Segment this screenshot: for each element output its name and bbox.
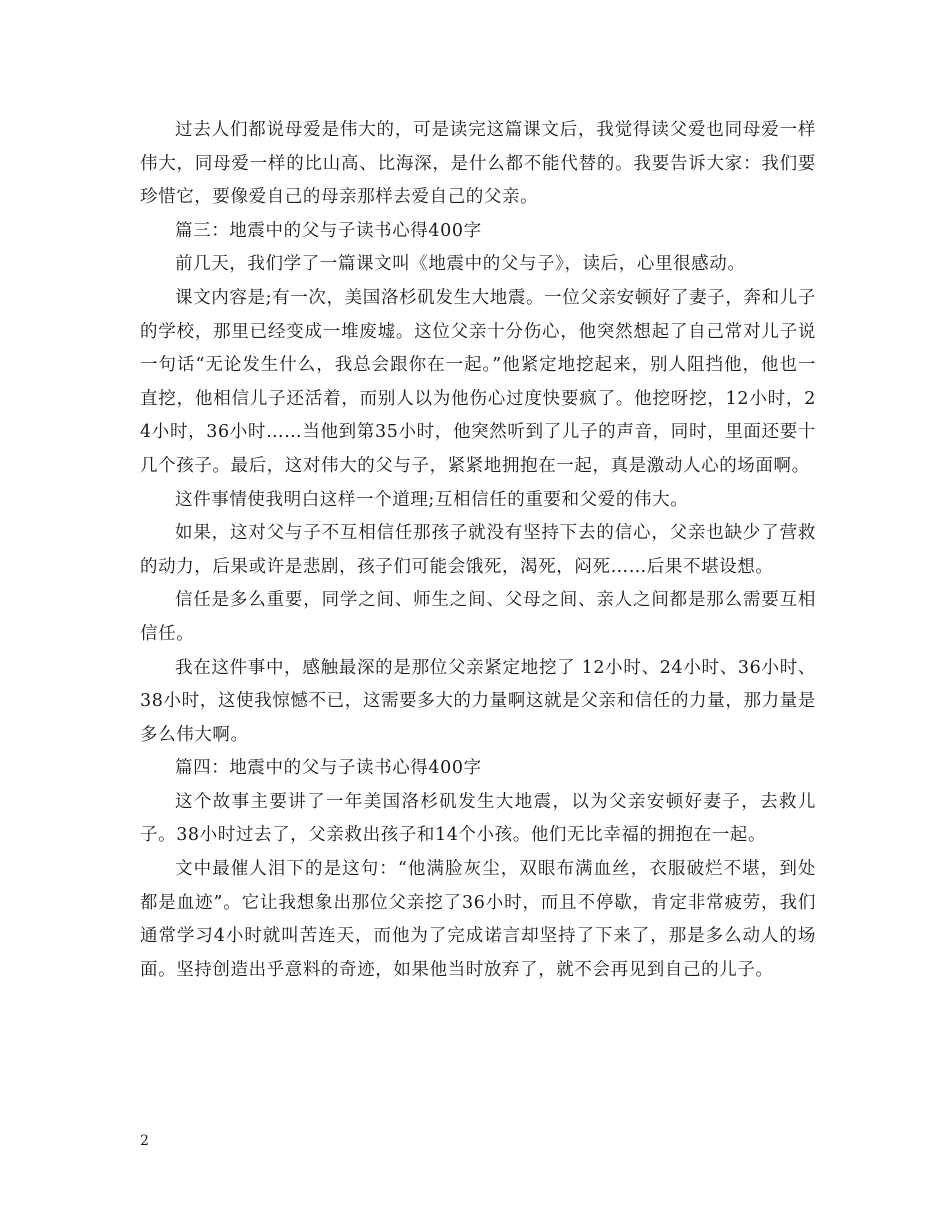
paragraph: 文中最催人泪下的是这句：“他满脸灰尘，双眼布满血丝，衣服破烂不堪，到处都是血迹”。它让我想象出那位父亲挖了36小时，而且不停歇，肯定非常疲劳，我们通常学习4小时就叫苦连天，而他为了完成诺言却坚持了下来了，那是多么动人的场面。坚持创造出乎意料的奇迹，如果他当时放弃了，就不会再见到自己的儿子。 bbox=[140, 859, 816, 980]
paragraph: 这个故事主要讲了一年美国洛杉矶发生大地震，以为父亲安顿好妻子，去救儿子。38小时过去了，父亲救出孩子和14个小孩。他们无比幸福的拥抱在一起。 bbox=[140, 791, 816, 846]
section-heading-part-three: 篇三：地震中的父与子读书心得400字 bbox=[175, 220, 482, 241]
paragraph: 这件事情使我明白这样一个道理;互相信任的重要和父爱的伟大。 bbox=[175, 489, 689, 510]
paragraph: 前几天，我们学了一篇课文叫《地震中的父与子》，读后，心里很感动。 bbox=[175, 254, 746, 275]
paragraph: 如果，这对父与子不互相信任那孩子就没有坚持下去的信心，父亲也缺少了营救的动力，后果或许是悲剧，孩子们可能会饿死，渴死，闷死……后果不堪设想。 bbox=[140, 523, 816, 577]
paragraph: 信任是多么重要，同学之间、师生之间、父母之间、亲人之间都是那么需要互相信任。 bbox=[140, 590, 816, 644]
paragraph: 课文内容是;有一次，美国洛杉矶发生大地震。一位父亲安顿好了妻子，奔和儿子的学校，那里已经变成一堆废墟。这位父亲十分伤心，他突然想起了自己常对儿子说一句话“无论发生什么，我总会跟你在一起。”他紧定地挖起来，别人阻挡他，他也一直挖，他相信儿子还活着，而别人以为他伤心过度快要疯了。他挖呀挖，12小时，24小时，36小时……当他到第35小时，他突然听到了儿子的声音，同时，里面还要十几个孩子。最后，这对伟大的父与子，紧紧地拥抱在一起，真是激动人心的场面啊。 bbox=[140, 287, 816, 476]
paragraph-intro-conclusion: 过去人们都说母爱是伟大的，可是读完这篇课文后，我觉得读父爱也同母爱一样伟大，同母爱一样的比山高、比海深，是什么都不能代替的。我要告诉大家：我们要珍惜它，要像爱自己的母亲那样去爱自己的父亲。 bbox=[140, 120, 816, 208]
paragraph: 我在这件事中，感触最深的是那位父亲紧定地挖了 12小时、24小时、36小时、38小时，这使我惊憾不已，这需要多大的力量啊这就是父亲和信任的力量，那力量是多么伟大啊。 bbox=[140, 657, 816, 745]
section-heading-part-four: 篇四：地震中的父与子读书心得400字 bbox=[175, 758, 482, 779]
page-number: 2 bbox=[140, 1133, 149, 1149]
document-body bbox=[140, 114, 816, 987]
